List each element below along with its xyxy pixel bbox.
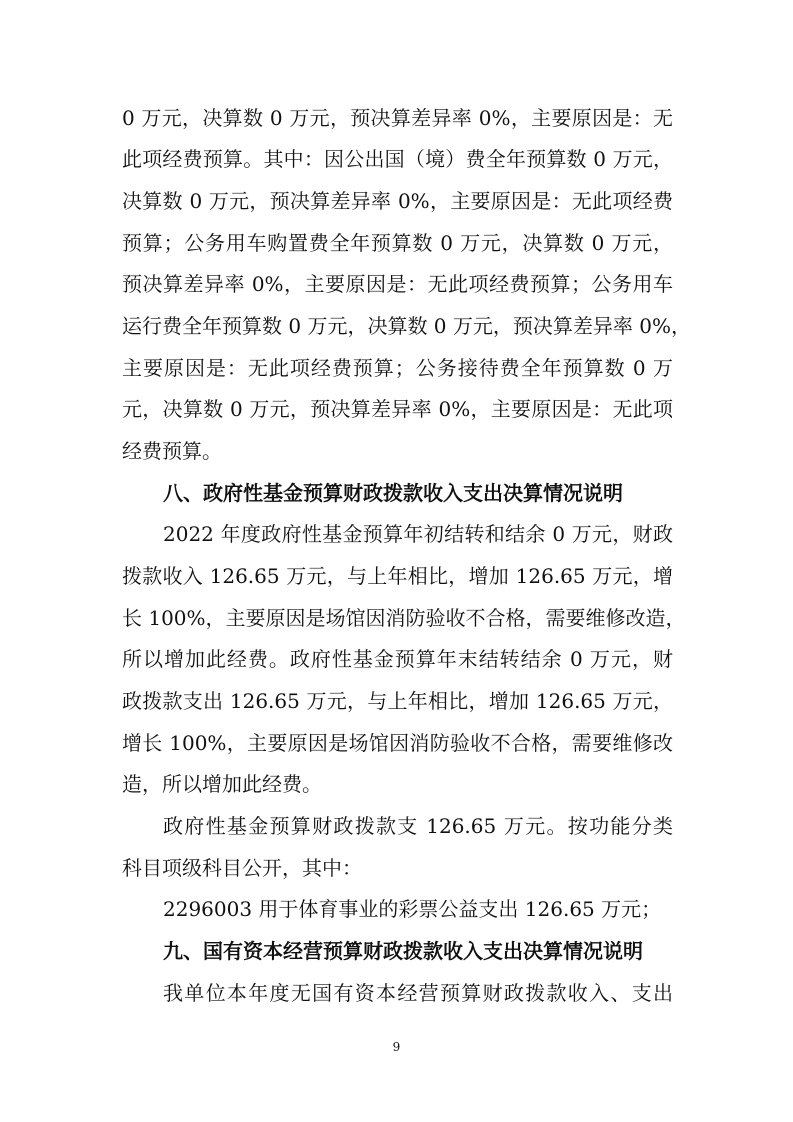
section-heading-9: 九、国有资本经营预算财政拨款收入支出决算情况说明: [163, 939, 643, 963]
paragraph-line: 此项经费预算。其中：因公出国（境）费全年预算数 0 万元，: [122, 147, 673, 171]
paragraph-line: 预算；公务用车购置费全年预算数 0 万元，决算数 0 万元，: [122, 231, 673, 255]
paragraph-line: 长 100%，主要原因是场馆因消防验收不合格，需要维修改造，: [122, 606, 686, 630]
page-number: 9: [392, 1040, 401, 1054]
paragraph-line: 0 万元，决算数 0 万元，预决算差异率 0%，主要原因是：无: [122, 106, 673, 130]
paragraph-line: 政拨款支出 126.65 万元，与上年相比，增加 126.65 万元，: [122, 689, 673, 713]
paragraph-line: 元，决算数 0 万元，预决算差异率 0%，主要原因是：无此项: [122, 397, 673, 421]
paragraph-line: 主要原因是：无此项经费预算；公务接待费全年预算数 0 万: [122, 356, 673, 380]
section-heading-8: 八、政府性基金预算财政拨款收入支出决算情况说明: [163, 481, 623, 505]
paragraph-line: 所以增加此经费。政府性基金预算年末结转结余 0 万元，财: [122, 647, 673, 671]
paragraph-line: 增长 100%，主要原因是场馆因消防验收不合格，需要维修改: [122, 731, 673, 755]
paragraph-line: 造，所以增加此经费。: [122, 772, 322, 796]
paragraph-line: 决算数 0 万元，预决算差异率 0%，主要原因是：无此项经费: [122, 189, 673, 213]
paragraph-line: 运行费全年预算数 0 万元，决算数 0 万元，预决算差异率 0%，: [122, 314, 691, 338]
paragraph-line: 2296003 用于体育事业的彩票公益支出 126.65 万元；: [163, 897, 662, 921]
paragraph-line: 经费预算。: [122, 439, 222, 463]
paragraph-line: 2022 年度政府性基金预算年初结转和结余 0 万元，财政: [163, 522, 673, 546]
paragraph-line: 科目项级科目公开，其中：: [122, 856, 362, 880]
paragraph-line: 政府性基金预算财政拨款支 126.65 万元。按功能分类: [163, 814, 673, 838]
paragraph-line: 拨款收入 126.65 万元，与上年相比，增加 126.65 万元，增: [122, 564, 673, 588]
paragraph-line: 预决算差异率 0%，主要原因是：无此项经费预算；公务用车: [122, 272, 673, 296]
paragraph-line: 我单位本年度无国有资本经营预算财政拨款收入、支出: [163, 981, 673, 1005]
